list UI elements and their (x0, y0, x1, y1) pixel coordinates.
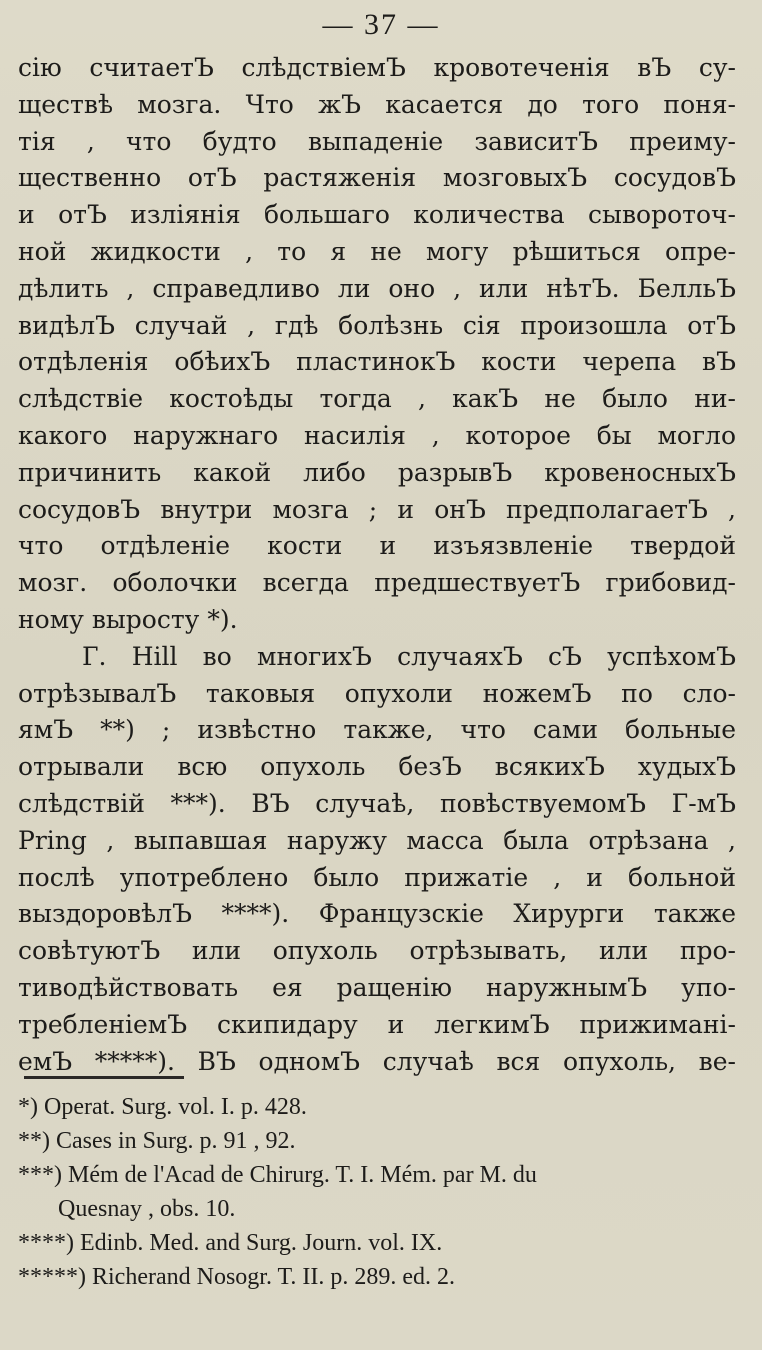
paragraph-start-line: Г. Hill во многихЪ случаяхЪ сЪ успѣхомЪ (82, 641, 736, 671)
text-line: сію считаетЪ слѣдствіемЪ кровотеченія вЪ су- (18, 53, 736, 82)
footnote-divider (24, 1076, 184, 1079)
text-line: требленіемЪ скипидару и легкимЪ прижиманi- (18, 1009, 736, 1039)
text-line: ямЪ **) ; извѣстно также, что сами больные (18, 715, 736, 745)
text-line: сосудовЪ внутри мозга ; и онЪ предполагаетЪ , (18, 494, 736, 524)
body-text (18, 50, 736, 1080)
footnote: ****) Edinb. Med. and Surg. Journ. vol. IX. (18, 1230, 443, 1256)
text-line: Pring , выпавшая наружу масса была отрѣзана , (18, 825, 736, 855)
text-line: ществѣ мозга. Что жЪ касается до того поня- (18, 89, 736, 119)
text-line: видѣлЪ случай , гдѣ болѣзнь сія произошла отЪ (18, 310, 736, 340)
footnotes (18, 1090, 736, 1294)
text-line: отрывали всю опухоль безЪ всякихЪ худыхЪ (18, 752, 736, 782)
text-line: слѣдствій ***). ВЪ случаѣ, повѣствуемомЪ Г-мЪ (18, 788, 736, 818)
text-line: щественно отЪ растяженія мозговыхЪ сосудовЪ (18, 163, 736, 193)
text-line: тиводѣйствовать ея ращенію наружнымЪ упо- (18, 972, 736, 1002)
footnote-continuation: Quesnay , obs. 10. (58, 1196, 236, 1222)
text-line: причинить какой либо разрывЪ кровеносныхЪ (18, 457, 736, 487)
text-line: совѣтуютЪ или опухоль отрѣзывать, или про- (18, 936, 736, 966)
text-line: тія , что будто выпаденіе зависитЪ преиму- (18, 126, 736, 156)
footnote: *****) Richerand Nosogr. T. II. p. 289. ed. 2. (18, 1264, 456, 1290)
text-line: и отЪ изліянія большаго количества сывороточ- (18, 200, 736, 230)
text-line: ному выросту *). (18, 604, 238, 634)
text-line: дѣлить , справедливо ли оно , или нѣтЪ. БелльЪ (18, 273, 736, 303)
text-line: мозг. оболочки всегда предшествуетЪ грибовид- (18, 568, 736, 598)
text-line: отрѣзывалЪ таковыя опухоли ножемЪ по сло- (18, 678, 736, 708)
footnote: **) Cases in Surg. p. 91 , 92. (18, 1128, 296, 1154)
text-line: послѣ употреблено было прижатіе , и больной (18, 862, 736, 892)
text-line: отдѣленія обѣихЪ пластинокЪ кости черепа вЪ (18, 347, 736, 377)
text-line: емЪ *****). ВЪ одномЪ случаѣ вся опухоль, ве- (18, 1046, 736, 1076)
text-line: ной жидкости , то я не могу рѣшиться опре- (18, 236, 736, 266)
text-line: слѣдствіе костоѣды тогда , какЪ не было ни- (18, 384, 736, 414)
text-line: какого наружнаго насилія , которое бы могло (18, 420, 736, 450)
footnote: ***) Mém de l'Acad de Chirurg. T. I. Mém. par M. du (18, 1162, 537, 1188)
text-line: выздоровѣлЪ ****). Французскіе Хирурги также (18, 899, 736, 929)
text-line: что отдѣленіе кости и изъязвленіе твердой (18, 531, 736, 561)
page-number: — 37 — (322, 8, 440, 41)
footnote: *) Operat. Surg. vol. I. p. 428. (18, 1094, 307, 1120)
